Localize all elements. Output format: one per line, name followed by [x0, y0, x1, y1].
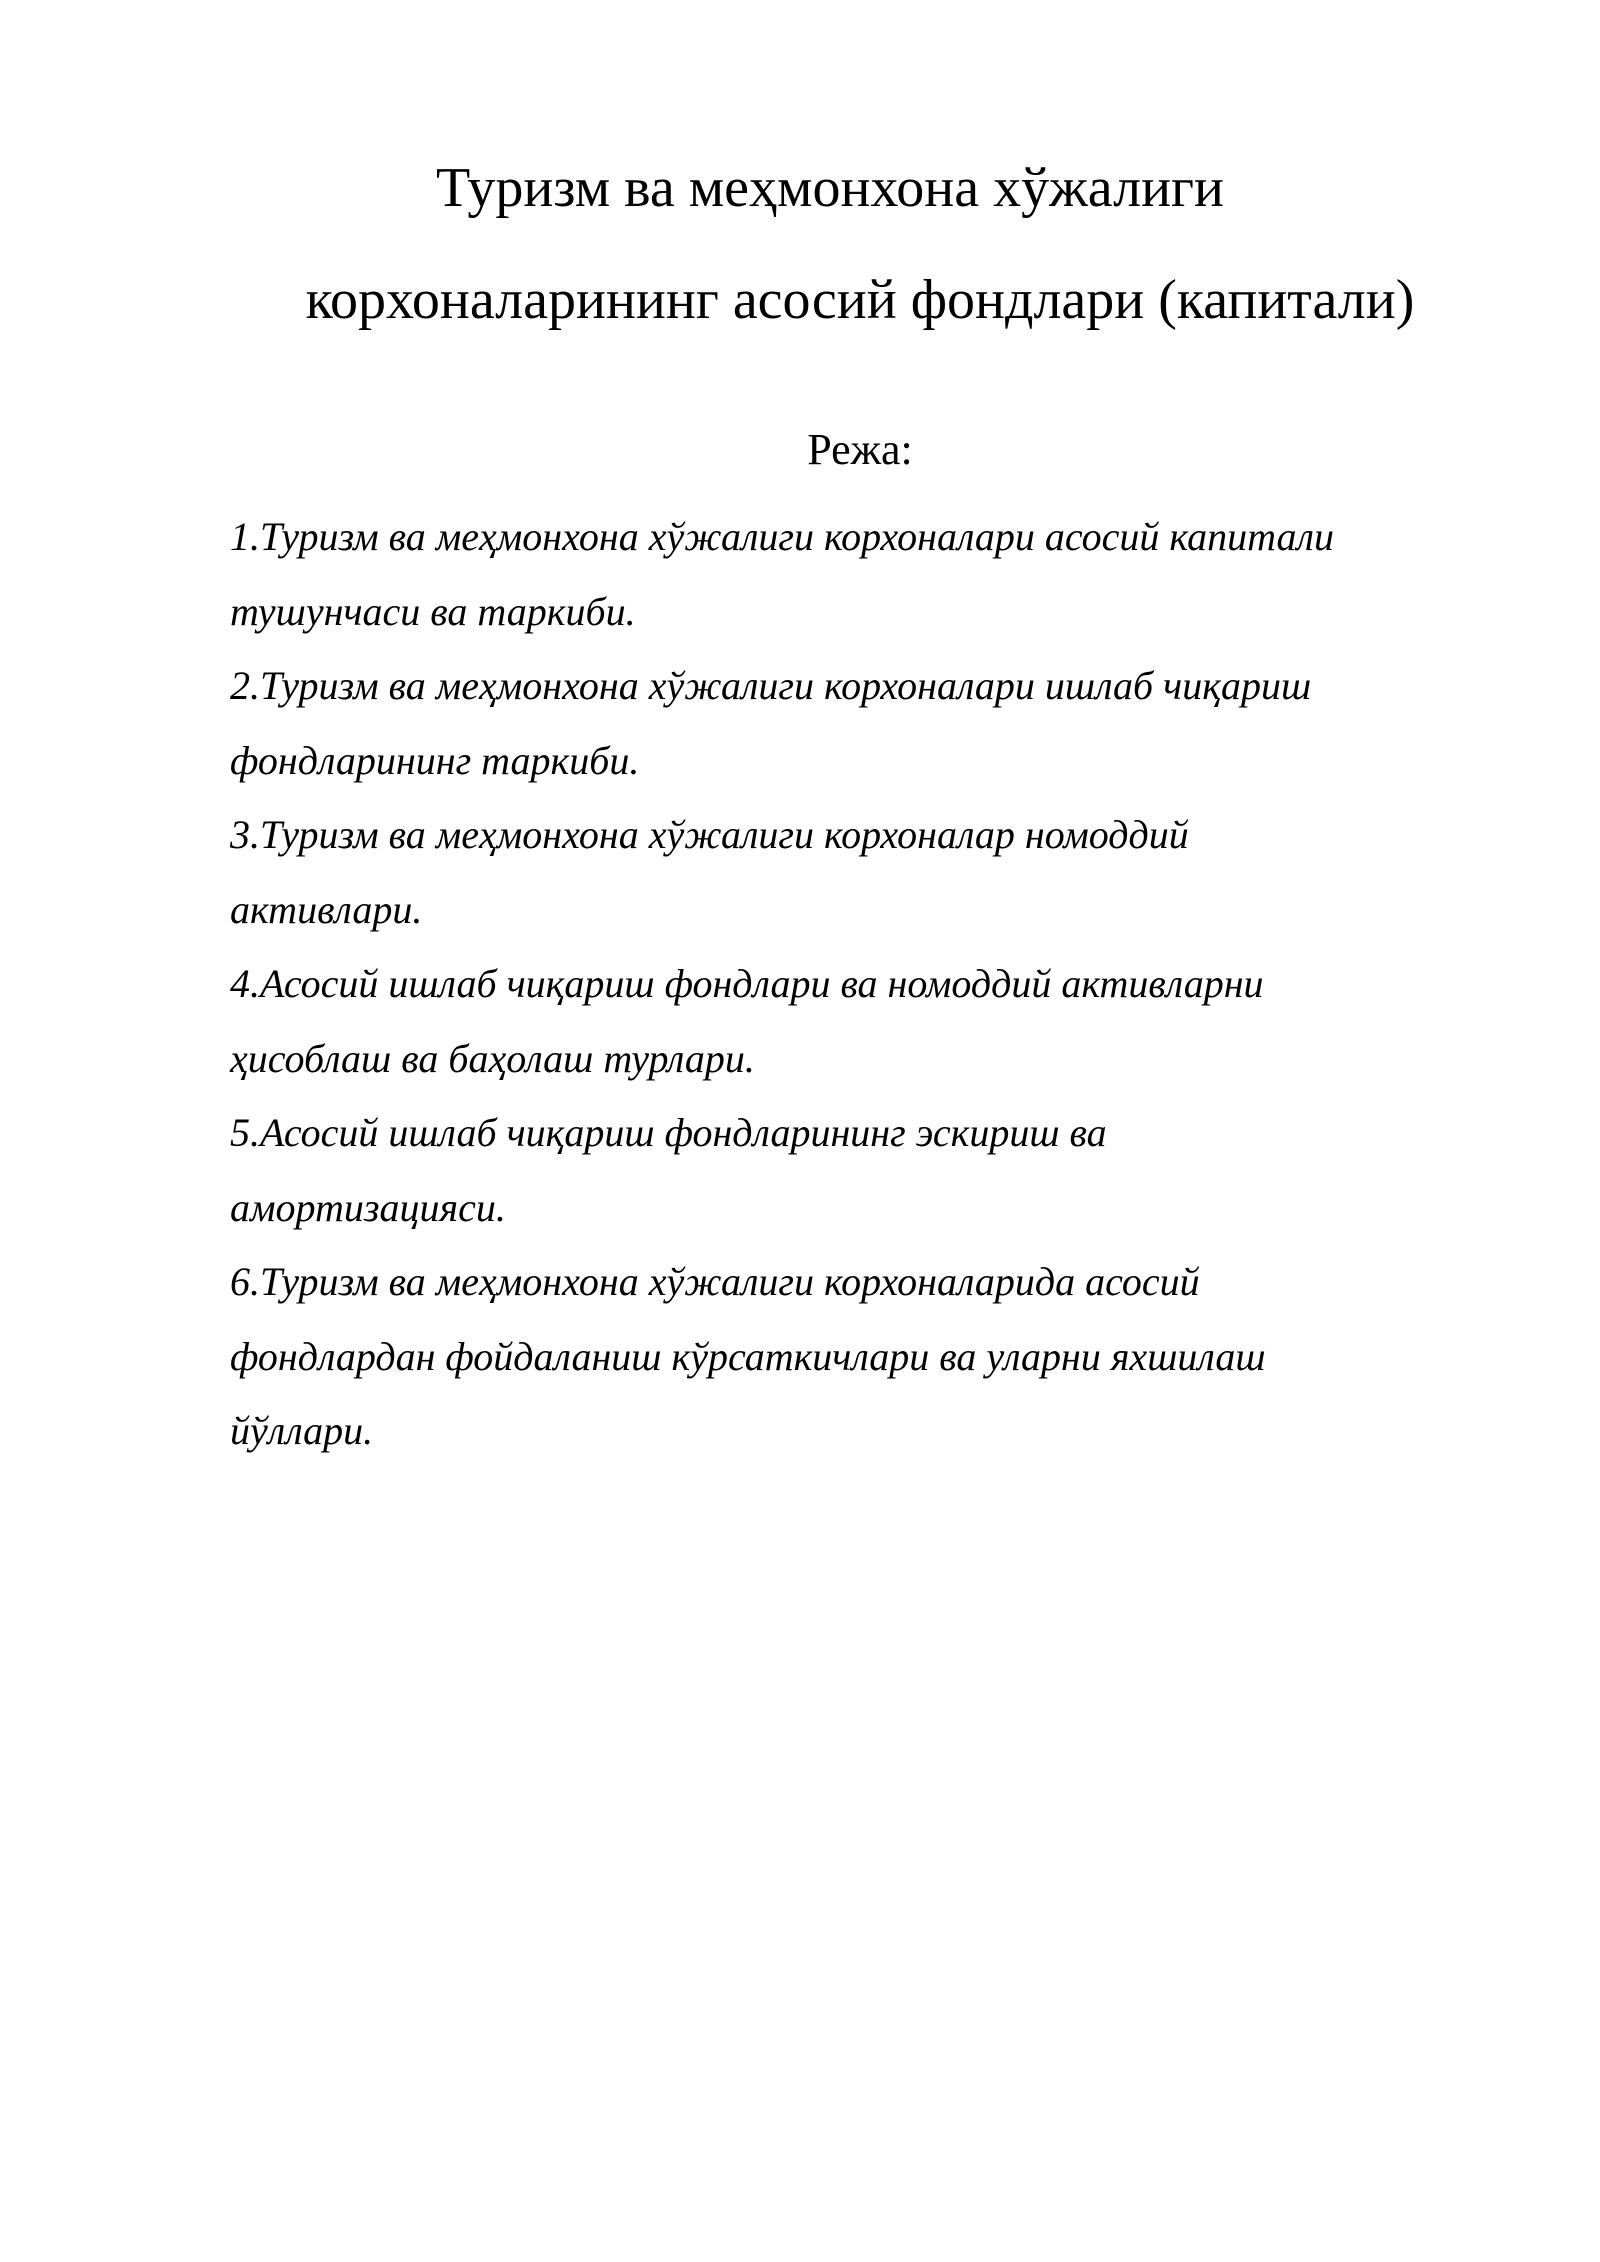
document-title-line-2: корхоналарининг асосий фондлари (капитали)	[305, 269, 1415, 331]
plan-item-2-line-2: фондларининг таркиби.	[230, 737, 640, 783]
plan-item-5-line-2: амортизацияси.	[230, 1184, 506, 1230]
plan-item-3-line-1: 3.Туризм ва меҳмонхона хўжалиги корхоналар номоддий	[230, 812, 1189, 857]
plan-item-2-line-1: 2.Туризм ва меҳмонхона хўжалиги корхоналари ишлаб чиқариш	[230, 663, 1312, 708]
plan-item-5	[230, 1096, 1480, 1245]
plan-list	[230, 500, 1480, 1469]
plan-item-6-line-3: йўллари.	[230, 1408, 374, 1453]
plan-item-4-line-1: 4.Асосий ишлаб чиқариш фондлари ва номоддий активларни	[230, 961, 1264, 1006]
plan-item-4	[230, 947, 1480, 1096]
plan-item-1-line-1: 1.Туризм ва меҳмонхона хўжалиги корхоналари асосий капитали	[230, 514, 1334, 559]
plan-item-1	[230, 500, 1480, 649]
plan-heading: Режа:	[807, 425, 913, 474]
plan-item-3-line-2: активлари.	[230, 886, 423, 932]
plan-item-5-line-1: 5.Асосий ишлаб чиқариш фондларининг эскириш ва	[230, 1110, 1107, 1155]
plan-item-3	[230, 798, 1480, 947]
plan-item-6	[230, 1245, 1480, 1469]
plan-item-6-line-2: фондлардан фойдаланиш кўрсаткичлари ва уларни яхшилаш	[230, 1333, 1266, 1379]
plan-item-4-line-2: ҳисоблаш ва баҳолаш турлари.	[230, 1035, 755, 1081]
plan-item-1-line-2: тушунчаси ва таркиби.	[230, 588, 636, 634]
plan-item-2	[230, 649, 1480, 798]
document-title-line-1: Туризм ва меҳмонхона хўжалиги	[436, 157, 1224, 219]
plan-item-6-line-1: 6.Туризм ва меҳмонхона хўжалиги корхоналарида асосий	[230, 1259, 1200, 1304]
